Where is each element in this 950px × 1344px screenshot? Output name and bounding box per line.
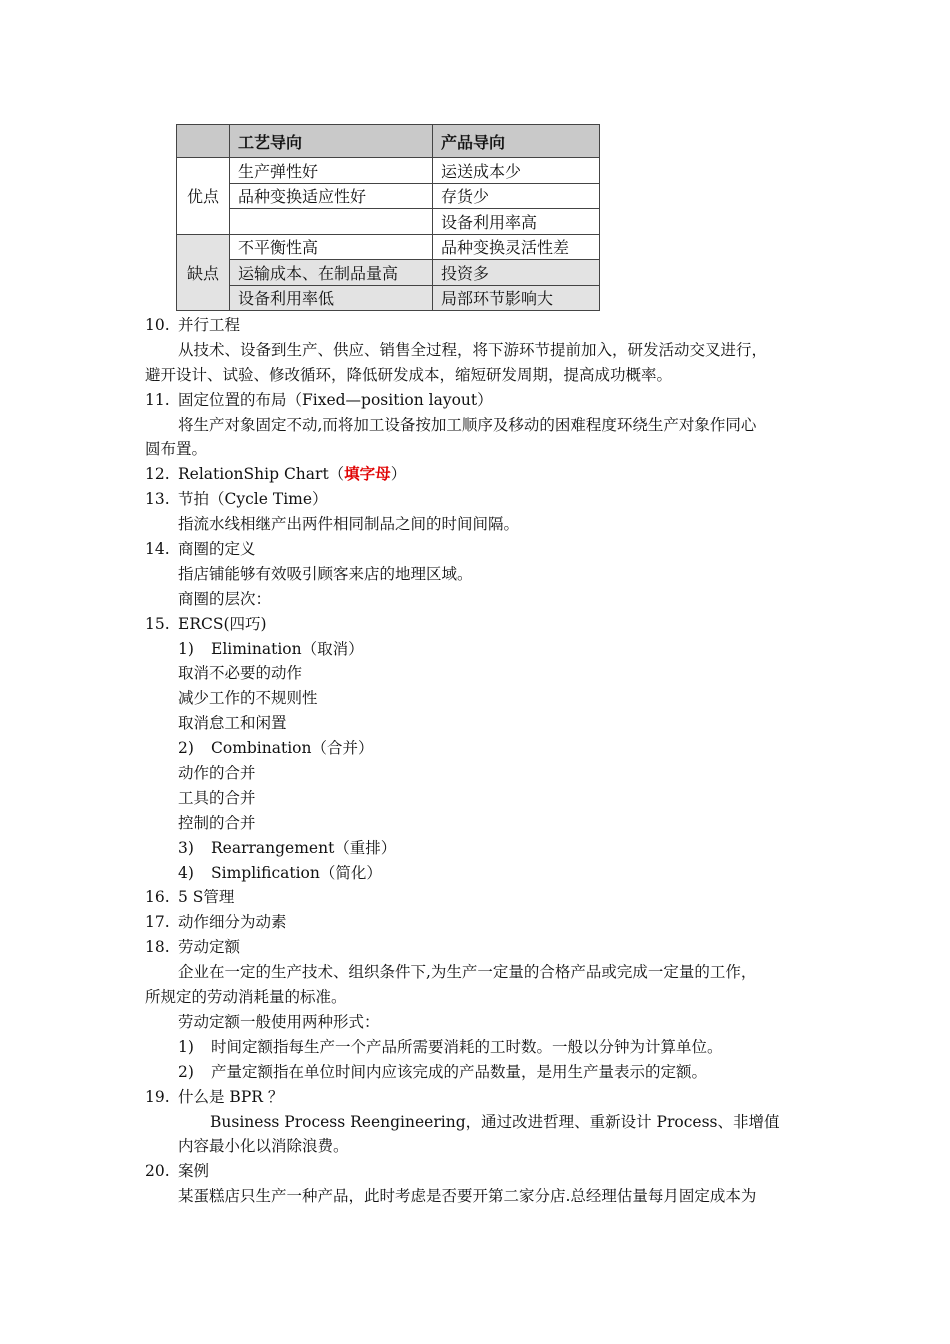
sub-item (145, 861, 825, 886)
item-title: RelationShip Chart（ (178, 465, 345, 484)
sub-item-number: 1) (178, 639, 194, 658)
table-cell: 品种变换灵活性差 (433, 234, 600, 260)
table-cell: 投资多 (433, 260, 600, 286)
item-number: 12. (145, 465, 170, 484)
item-title: 劳动定额 (178, 938, 241, 957)
item-20-heading (145, 1159, 825, 1184)
paragraph-line: 劳动定额一般使用两种形式： (178, 1012, 380, 1031)
table-row (177, 158, 600, 184)
item-number: 16. (145, 888, 170, 907)
item-number: 14. (145, 540, 170, 559)
item-18-heading (145, 935, 825, 960)
table-cell: 不平衡性高 (230, 234, 433, 260)
item-number: 18. (145, 938, 170, 957)
sub-item (145, 1035, 825, 1060)
item-17-heading (145, 910, 825, 935)
paragraph-line: 圆布置。 (145, 440, 208, 459)
table-header-product: 产品导向 (433, 125, 600, 158)
sub-item-number: 1) (178, 1037, 194, 1056)
sub-item-number: 3) (178, 838, 194, 857)
paragraph-line: 控制的合并 (178, 813, 256, 832)
item-10-heading (145, 313, 825, 338)
item-11-heading (145, 388, 825, 413)
table-header-process: 工艺导向 (230, 125, 433, 158)
sub-item-text: 时间定额指每生产一个产品所需要消耗的工时数。一般以分钟为计算单位。 (211, 1037, 723, 1056)
item-number: 19. (145, 1087, 170, 1106)
paragraph-line: 企业在一定的生产技术、组织条件下,为生产一定量的合格产品或完成一定量的工作， (178, 963, 757, 982)
item-title: 节拍（Cycle Time） (178, 490, 328, 509)
sub-item-number: 2) (178, 739, 194, 758)
paragraph-line: 动作的合并 (178, 764, 256, 783)
item-number: 17. (145, 913, 170, 932)
item-title: 什么是 BPR ？ (178, 1087, 284, 1106)
table-cell: 运送成本少 (433, 158, 600, 184)
table-row (177, 209, 600, 235)
table-header-empty (177, 125, 230, 158)
item-title: 商圈的定义 (178, 540, 256, 559)
group-label-disadvantages: 缺点 (177, 234, 230, 311)
item-19-heading (145, 1085, 825, 1110)
table-row (177, 183, 600, 209)
paragraph-line: 避开设计、试验、修改循环，降低研发成本，缩短研发周期，提高成功概率。 (145, 365, 673, 384)
table-row (177, 234, 600, 260)
sub-item (145, 1060, 825, 1085)
item-number: 10. (145, 316, 170, 334)
item-title: 案例 (178, 1162, 210, 1181)
item-13-heading (145, 487, 825, 512)
group-label-advantages: 优点 (177, 158, 230, 235)
paragraph-line: 工具的合并 (178, 788, 256, 807)
item-14-heading (145, 537, 825, 562)
document-body (145, 313, 825, 1209)
table-header-row (177, 125, 600, 158)
sub-item-title: Simplification（简化） (211, 863, 382, 882)
table-cell: 运输成本、在制品量高 (230, 260, 433, 286)
paragraph-line: 所规定的劳动消耗量的标准。 (145, 988, 347, 1007)
table-cell: 设备利用率高 (433, 209, 600, 235)
sub-item (145, 736, 825, 761)
sub-item-number: 2) (178, 1062, 194, 1081)
item-12-heading (145, 462, 825, 487)
sub-item (145, 836, 825, 861)
highlight-text: 填字母 (344, 465, 391, 484)
sub-item-title: Combination（合并） (211, 739, 374, 758)
paragraph-line: 某蛋糕店只生产一种产品，此时考虑是否要开第二家分店.总经理估量每月固定成本为 (178, 1187, 757, 1206)
item-title: 并行工程 (178, 316, 241, 334)
item-title: 5 S管理 (178, 888, 235, 907)
paragraph-line: 商圈的层次： (178, 589, 272, 608)
paragraph-line: 将生产对象固定不动,而将加工设备按加工顺序及移动的困难程度环绕生产对象作同心 (178, 415, 757, 434)
paragraph-line: 取消不必要的动作 (178, 664, 303, 683)
sub-item-title: Elimination（取消） (211, 639, 364, 658)
paragraph-line: 指流水线相继产出两件相同制品之间的时间间隔。 (178, 515, 520, 534)
item-title: 动作细分为动素 (178, 913, 287, 932)
item-number: 11. (145, 390, 170, 409)
sub-item-text: 产量定额指在单位时间内应该完成的产品数量，是用生产量表示的定额。 (211, 1062, 708, 1081)
item-number: 13. (145, 490, 170, 509)
sub-item (145, 637, 825, 662)
item-number: 15. (145, 614, 170, 633)
table-cell: 生产弹性好 (230, 158, 433, 184)
paragraph-line: 指店铺能够有效吸引顾客来店的地理区域。 (178, 564, 473, 583)
paragraph-line: 减少工作的不规则性 (178, 689, 318, 708)
table-cell: 存货少 (433, 183, 600, 209)
sub-item-number: 4) (178, 863, 194, 882)
item-16-heading (145, 885, 825, 910)
table-row (177, 260, 600, 286)
table-cell: 设备利用率低 (230, 285, 433, 311)
table-row (177, 285, 600, 311)
item-title: 固定位置的布局（Fixed—position layout） (178, 390, 493, 409)
paragraph-line: 内容最小化以消除浪费。 (178, 1137, 349, 1156)
table-cell: 品种变换适应性好 (230, 183, 433, 209)
paragraph-line: 从技术、设备到生产、供应、销售全过程，将下游环节提前加入，研发活动交叉进行， (178, 340, 768, 359)
item-number: 20. (145, 1162, 170, 1181)
comparison-table (176, 124, 600, 311)
paragraph-line: Business Process Reengineering，通过改进哲理、重新设计 Process、非增值 (210, 1112, 780, 1131)
item-title: ERCS(四巧) (178, 614, 267, 633)
sub-item-title: Rearrangement（重排） (211, 838, 397, 857)
item-title-close: ） (390, 465, 407, 484)
table-cell (230, 209, 433, 235)
paragraph-line: 取消怠工和闲置 (178, 714, 287, 733)
table-cell: 局部环节影响大 (433, 285, 600, 311)
item-15-heading (145, 612, 825, 637)
